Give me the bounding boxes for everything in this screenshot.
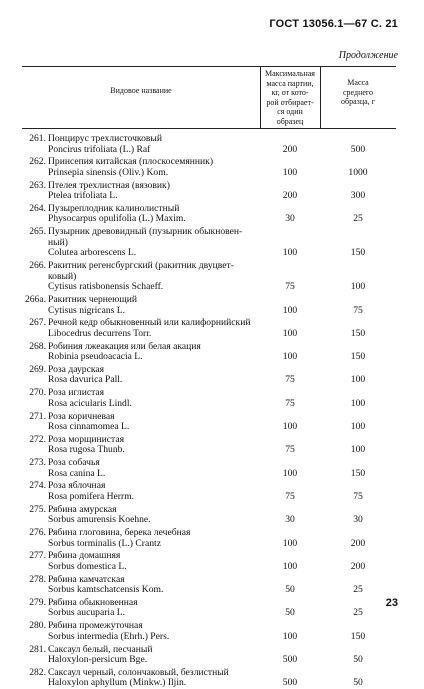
avg-sample-mass: 30 — [353, 514, 363, 526]
avg-sample-mass: 75 — [353, 304, 363, 316]
avg-sample-mass: 50 — [353, 654, 363, 666]
continuation-label: Продолжение — [338, 50, 398, 61]
species-name-line: Рябина домашняя — [48, 550, 121, 562]
species-name-line: Sorbus domestica L. — [48, 560, 127, 572]
species-name — [48, 481, 264, 502]
avg-sample-mass: 150 — [350, 351, 366, 363]
table-row — [22, 134, 396, 155]
table-row — [22, 668, 396, 689]
species-name — [48, 388, 264, 409]
max-lot-mass: 200 — [282, 190, 298, 202]
species-name-line: Sorbus intermedia (Ehrh.) Pers. — [48, 630, 170, 642]
species-name-line: Саксаул белый, песчаный — [48, 643, 153, 655]
max-lot-mass: 100 — [282, 247, 298, 259]
species-name — [48, 204, 264, 225]
table-row — [22, 181, 396, 202]
table-row — [22, 318, 396, 339]
species-name-line: Rosa canina L. — [48, 467, 106, 479]
species-name — [48, 318, 264, 339]
species-table — [22, 66, 396, 689]
avg-sample-mass: 200 — [350, 560, 366, 572]
row-number: 279. — [29, 596, 46, 608]
row-number: 274. — [29, 480, 46, 492]
species-name — [48, 134, 264, 155]
species-name-line: Птелея трехлистная (вязовик) — [48, 179, 170, 191]
avg-sample-mass: 100 — [350, 444, 366, 456]
table-row — [22, 295, 396, 316]
standard-header: ГОСТ 13056.1—67 С. 21 — [269, 18, 398, 30]
species-name-line: Речной кедр обыкновенный или калифорнийский — [48, 317, 251, 329]
max-lot-mass: 100 — [282, 166, 298, 178]
row-number: 261. — [29, 133, 46, 144]
species-name — [48, 261, 264, 293]
row-number: 267. — [29, 317, 46, 329]
species-name-line: Робиния лжеакация или белая акация — [48, 340, 201, 352]
table-row — [22, 204, 396, 225]
max-lot-mass: 100 — [282, 351, 298, 363]
species-name-line: Rosa davurica Pall. — [48, 374, 123, 386]
species-name-line: Ptelea trifoliata L. — [48, 190, 118, 202]
species-name — [48, 645, 264, 666]
species-name — [48, 412, 264, 433]
avg-sample-mass: 25 — [353, 607, 363, 619]
species-name-line: Роза иглистая — [48, 387, 105, 399]
species-name-line: Cytisus nigricans L. — [48, 304, 126, 316]
max-lot-mass: 100 — [282, 630, 298, 642]
species-name-line: Пузыреплодник калинолистный — [48, 202, 180, 214]
avg-sample-mass: 200 — [350, 537, 366, 549]
avg-sample-mass: 100 — [350, 374, 366, 386]
row-number: 271. — [29, 410, 46, 422]
row-number: 268. — [29, 340, 46, 352]
table-row — [22, 261, 396, 293]
species-name-line: ный) — [48, 236, 68, 248]
row-number: 278. — [29, 573, 46, 585]
species-name — [48, 551, 264, 572]
max-lot-mass: 75 — [285, 490, 295, 502]
species-name — [48, 505, 264, 526]
column-header-max-lot-mass: Максимальная масса партии, кг, от кото- рой отбирает- ся один образец — [265, 69, 315, 126]
max-lot-mass: 75 — [285, 444, 295, 456]
row-number: 275. — [29, 503, 46, 515]
species-name — [48, 295, 264, 316]
max-lot-mass: 500 — [282, 677, 298, 689]
species-name-line: Rosa pomifera Herrm. — [48, 490, 135, 502]
species-name-line: Рябина обыкновенная — [48, 596, 138, 608]
row-number: 282. — [29, 666, 46, 678]
avg-sample-mass: 150 — [350, 467, 366, 479]
species-name-line: Sorbus aucuparia L. — [48, 607, 125, 619]
species-name-line: Рябина амурская — [48, 503, 117, 515]
row-number: 272. — [29, 433, 46, 445]
species-name — [48, 157, 264, 178]
species-name-line: Rosa cinnamomea L. — [48, 421, 130, 433]
species-name — [48, 458, 264, 479]
table-row — [22, 342, 396, 363]
table-row — [22, 412, 396, 433]
species-name — [48, 528, 264, 549]
species-name-line: Роза коричневая — [48, 410, 115, 422]
species-name-line: Haloxylon aphyllum (Minkw.) Iljin. — [48, 677, 187, 689]
page-number: 23 — [385, 597, 398, 609]
avg-sample-mass: 50 — [353, 677, 363, 689]
species-name-line: Саксаул черный, солончаковый, безлистный — [48, 666, 229, 678]
row-number: 277. — [29, 550, 46, 562]
table-row — [22, 481, 396, 502]
avg-sample-mass: 100 — [350, 421, 366, 433]
species-name-line: Colutea arborescens L. — [48, 247, 137, 259]
species-name-line: Sorbus torminalis (L.) Crantz — [48, 537, 161, 549]
species-name-line: Роза даурская — [48, 363, 105, 375]
species-name-line: Принсепия китайская (плоскосемянник) — [48, 156, 214, 168]
avg-sample-mass: 25 — [353, 213, 363, 225]
row-number: 269. — [29, 363, 46, 375]
species-name-line: Sorbus amurensis Koehne. — [48, 514, 151, 526]
avg-sample-mass: 300 — [350, 190, 366, 202]
species-name-line: Понцирус трехлисточковый — [48, 133, 162, 144]
row-number: 273. — [29, 457, 46, 469]
row-number: 280. — [29, 620, 46, 632]
max-lot-mass: 100 — [282, 304, 298, 316]
table-row — [22, 621, 396, 642]
species-name-line: Libocedrus decurrens Torr. — [48, 327, 152, 339]
max-lot-mass: 75 — [285, 397, 295, 409]
species-name — [48, 227, 264, 259]
table-row — [22, 598, 396, 619]
avg-sample-mass: 500 — [350, 143, 366, 155]
row-number: 265. — [29, 226, 46, 238]
species-name — [48, 575, 264, 596]
max-lot-mass: 30 — [285, 514, 295, 526]
table-row — [22, 528, 396, 549]
table-row — [22, 157, 396, 178]
table-row — [22, 365, 396, 386]
species-name — [48, 435, 264, 456]
row-number: 262. — [29, 156, 46, 168]
species-name-line: ковый) — [48, 270, 77, 282]
species-name-line: Rosa acicularis Lindl. — [48, 397, 132, 409]
row-number: 270. — [29, 387, 46, 399]
species-name-line: Пузырник древовидный (пузырник обыкновен- — [48, 226, 243, 238]
max-lot-mass: 30 — [285, 213, 295, 225]
species-name-line: Robinia pseudoacacia L. — [48, 351, 143, 363]
column-header-avg-sample-mass: Масса среднего образца, г — [341, 78, 375, 106]
table-row — [22, 458, 396, 479]
table-row — [22, 435, 396, 456]
avg-sample-mass: 100 — [350, 397, 366, 409]
species-name-line: Роза морщинистая — [48, 433, 125, 445]
row-number: 266. — [29, 260, 46, 272]
species-name-line: Prinsepia sinensis (Oliv.) Kom. — [48, 166, 169, 178]
avg-sample-mass: 150 — [350, 630, 366, 642]
avg-sample-mass: 150 — [350, 327, 366, 339]
max-lot-mass: 100 — [282, 327, 298, 339]
species-name-line: Рябина камчатская — [48, 573, 125, 585]
max-lot-mass: 50 — [285, 607, 295, 619]
species-name — [48, 621, 264, 642]
table-row — [22, 388, 396, 409]
table-row — [22, 575, 396, 596]
column-header-name: Видовое название — [110, 86, 172, 95]
species-name-line: Cytisus ratisbonensis Schaeff. — [48, 281, 164, 293]
table-row — [22, 505, 396, 526]
species-name-line: Ракитник регенсбургский (ракитник двуцвет- — [48, 260, 234, 272]
species-name — [48, 181, 264, 202]
max-lot-mass: 100 — [282, 560, 298, 572]
row-number: 263. — [29, 179, 46, 191]
species-name — [48, 598, 264, 619]
species-name — [48, 342, 264, 363]
species-name — [48, 365, 264, 386]
avg-sample-mass: 100 — [350, 281, 366, 293]
row-number: 276. — [29, 527, 46, 538]
species-name-line: Haloxylon-persicum Bge. — [48, 654, 148, 666]
max-lot-mass: 200 — [282, 143, 298, 155]
max-lot-mass: 75 — [285, 374, 295, 386]
species-name-line: Sorbus kamtschatcensis Kom. — [48, 584, 164, 596]
species-name-line: Рябина промежуточная — [48, 620, 143, 632]
species-name — [48, 668, 264, 689]
avg-sample-mass: 25 — [353, 584, 363, 596]
species-name-line: Роза яблочная — [48, 480, 106, 492]
row-number: 264. — [29, 202, 46, 214]
table-row — [22, 227, 396, 259]
species-name-line: Physocarpus opulifolia (L.) Maxim. — [48, 213, 186, 225]
avg-sample-mass: 1000 — [348, 166, 368, 178]
avg-sample-mass: 150 — [350, 247, 366, 259]
max-lot-mass: 500 — [282, 654, 298, 666]
row-number: 266а. — [24, 294, 46, 305]
max-lot-mass: 50 — [285, 584, 295, 596]
max-lot-mass: 100 — [282, 421, 298, 433]
max-lot-mass: 75 — [285, 281, 295, 293]
species-name-line: Роза собачья — [48, 457, 100, 469]
table-row — [22, 645, 396, 666]
avg-sample-mass: 75 — [353, 490, 363, 502]
species-name-line: Ракитник чернеющий — [48, 294, 138, 305]
table-row — [22, 551, 396, 572]
species-name-line: Рябина глоговина, берека лечебная — [48, 527, 191, 538]
species-name-line: Rosa rugosa Thunb. — [48, 444, 125, 456]
row-number: 281. — [29, 643, 46, 655]
species-name-line: Poncirus trifoliata (L.) Raf — [48, 143, 151, 155]
max-lot-mass: 100 — [282, 467, 298, 479]
max-lot-mass: 100 — [282, 537, 298, 549]
